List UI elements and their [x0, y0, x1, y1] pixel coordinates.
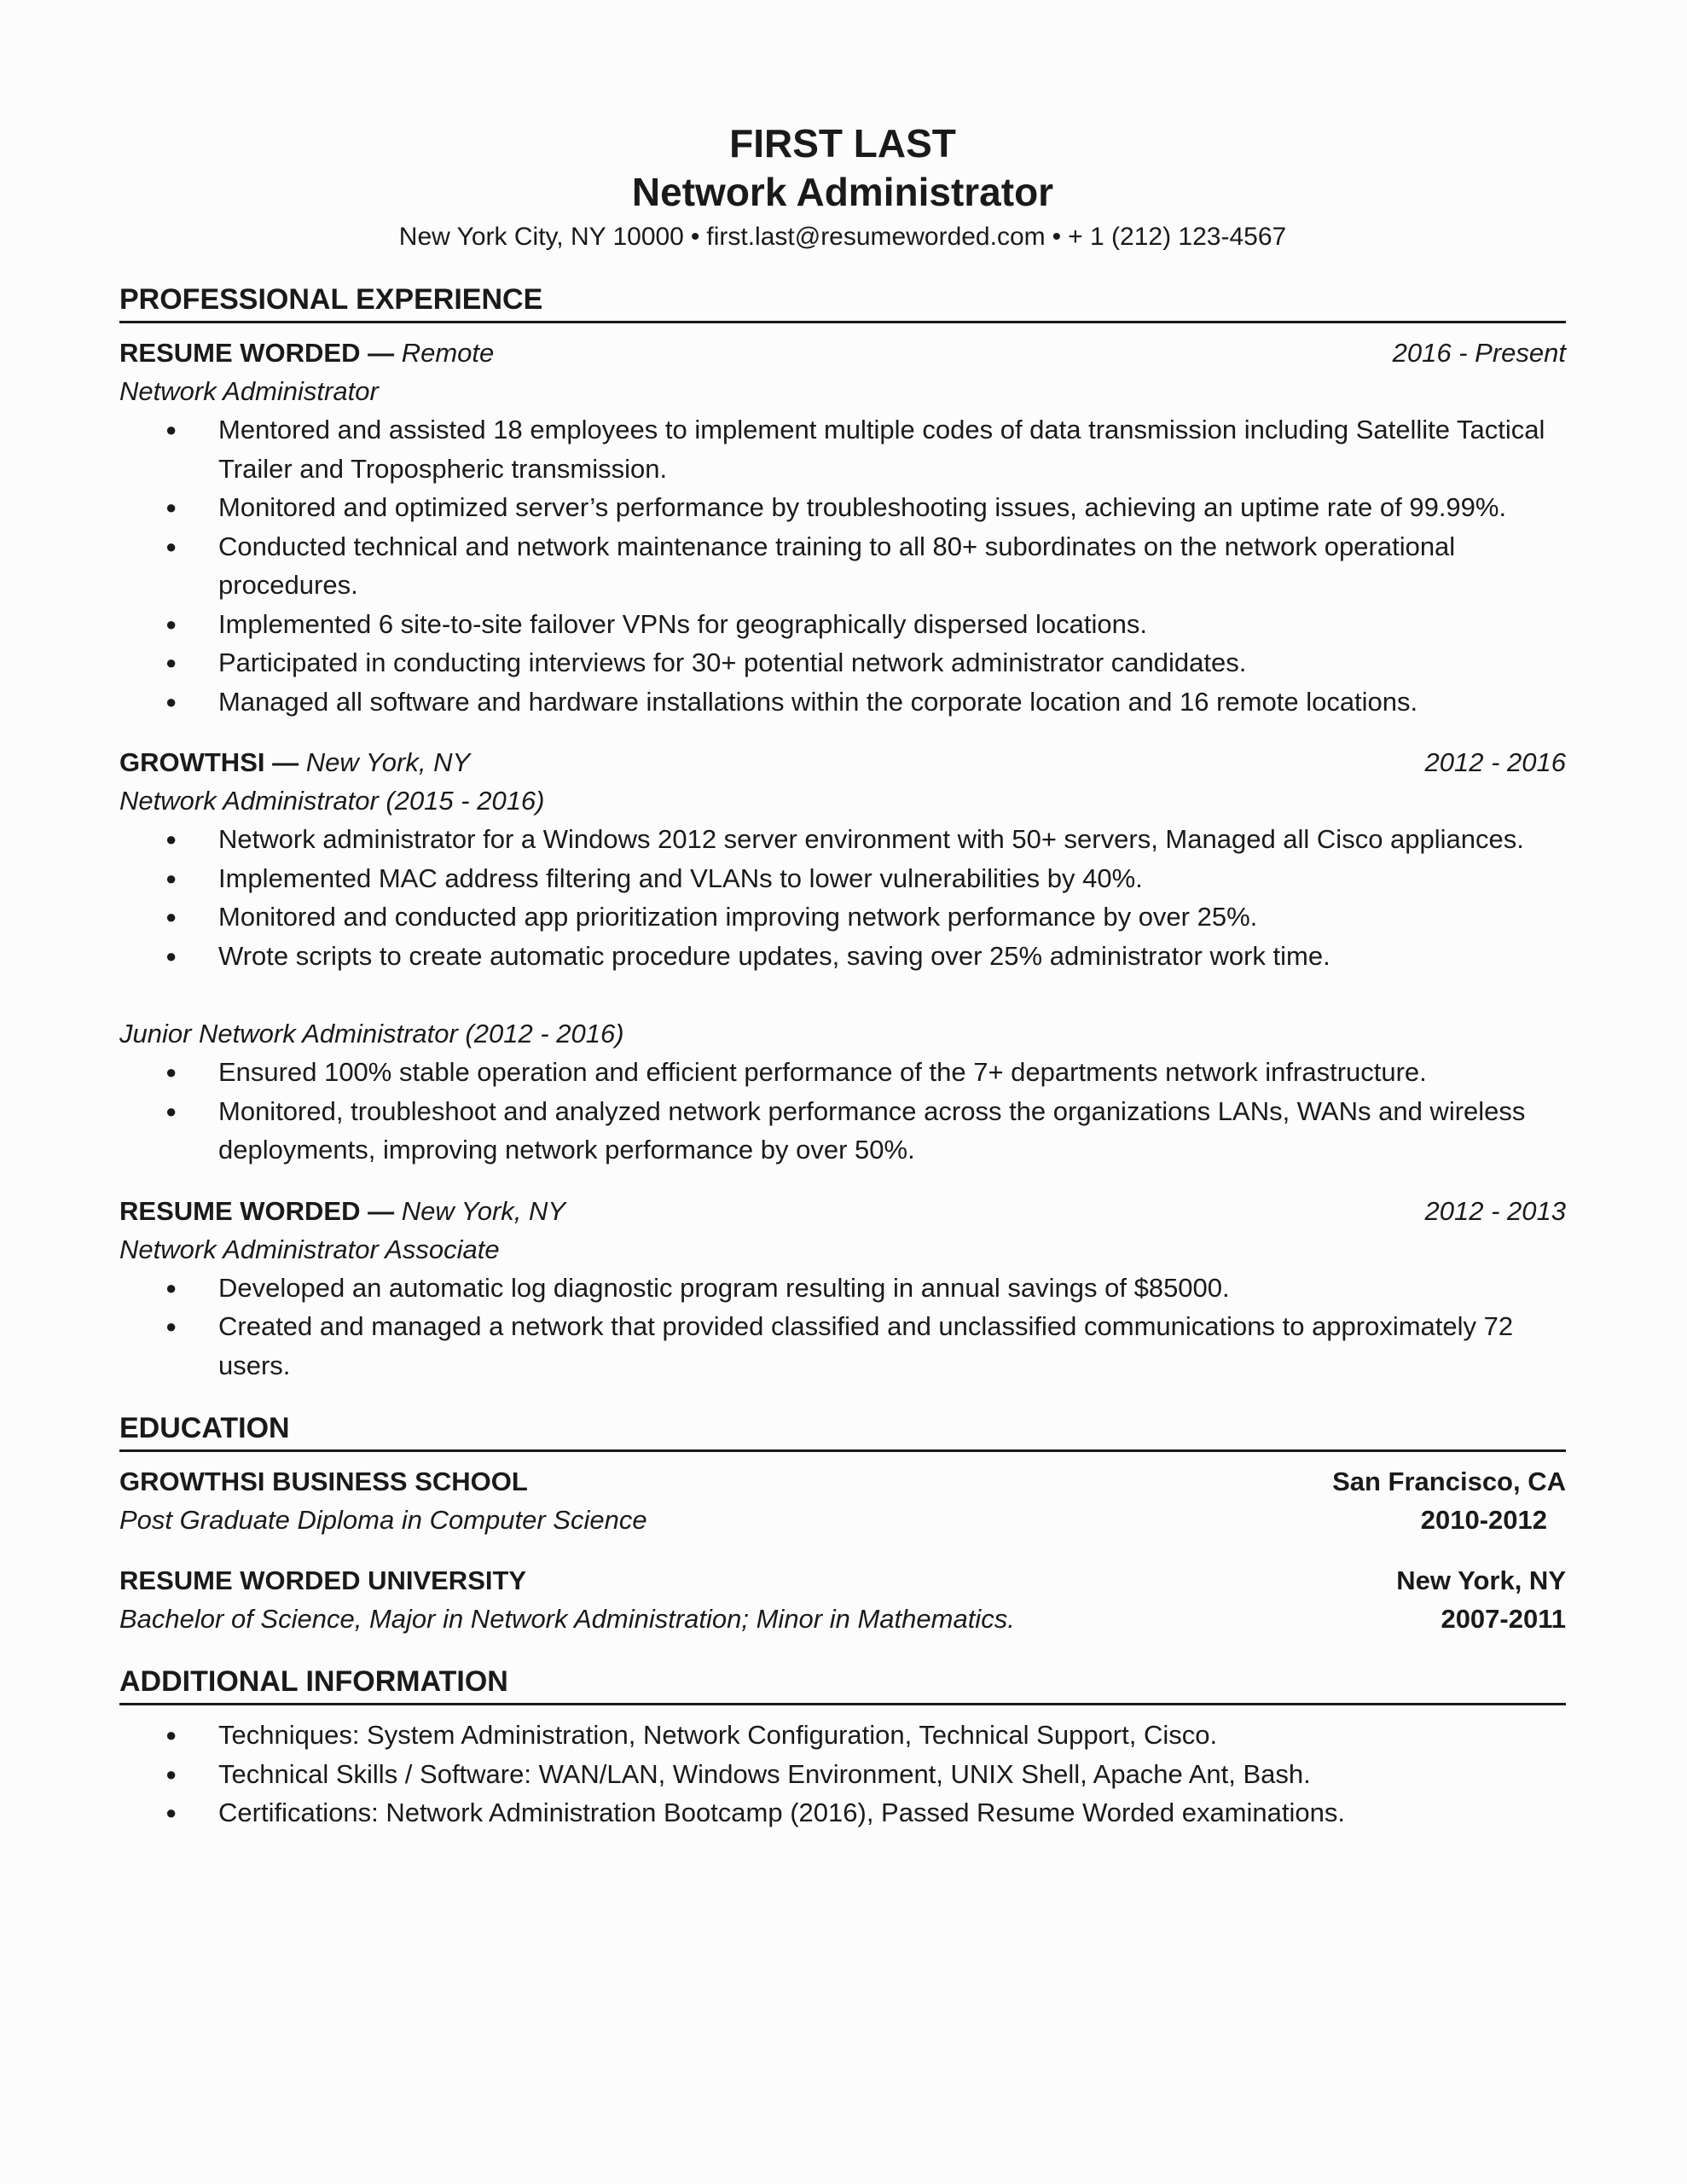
school-location: San Francisco, CA [1332, 1467, 1566, 1496]
education-entry [119, 1561, 1566, 1638]
job-header [119, 1192, 1566, 1230]
company-name: RESUME WORDED [119, 1195, 361, 1226]
company-name: RESUME WORDED [119, 338, 361, 368]
bullet-item: ● Implemented 6 site-to-site failover VPNs for geographically dispersed locations. [119, 605, 1566, 644]
bullet-item: ● Participated in conducting interviews for 30+ potential network administrator candidates. [119, 643, 1566, 682]
contact-line [119, 218, 1566, 256]
job-header [119, 743, 1566, 781]
company-location: New York, NY [305, 747, 471, 777]
role-title: Network Administrator Associate [119, 1234, 500, 1264]
section-heading: EDUCATION [119, 1409, 1566, 1452]
bullet-item: ● Conducted technical and network maintenance training to all 80+ subordinates on the network operational procedures. [119, 527, 1566, 605]
education-detail [119, 1501, 1566, 1539]
bullet-item: ● Mentored and assisted 18 employees to implement multiple codes of data transmission including Satellite Tactical Trailer and Tropospheric transmission. [119, 410, 1566, 488]
resume-page [119, 119, 1566, 1833]
bullet-list [119, 410, 1566, 721]
education-dates: 2007-2011 [1441, 1604, 1566, 1634]
school-name: GROWTHSI BUSINESS SCHOOL [119, 1467, 528, 1496]
contact-location: New York City, NY 10000 [398, 223, 684, 251]
resume-header [119, 119, 1566, 256]
candidate-name: FIRST LAST [729, 121, 956, 166]
dash: — [368, 338, 395, 368]
company-name: GROWTHSI [119, 747, 265, 777]
section-heading: ADDITIONAL INFORMATION [119, 1662, 1566, 1705]
role-title: Network Administrator (2015 - 2016) [119, 786, 545, 816]
bullet-item: ● Monitored and conducted app prioritization improving network performance by over 25%. [119, 897, 1566, 937]
job-dates: 2012 - 2016 [1424, 747, 1566, 777]
bullet-item: ● Network administrator for a Windows 2012 server environment with 50+ servers, Managed all Cisco appliances. [119, 820, 1566, 859]
job-entry [119, 1192, 1566, 1385]
job-title: Network Administrator [631, 170, 1054, 214]
company-location: Remote [401, 338, 495, 368]
job-entry [119, 743, 1566, 1170]
bullet-item: ● Created and managed a network that provided classified and unclassified communications to approximately 72 users. [119, 1307, 1566, 1385]
education-header [119, 1561, 1566, 1600]
experience-section [119, 280, 1566, 1385]
education-dates: 2010-2012 [1420, 1505, 1547, 1535]
school-location: New York, NY [1396, 1565, 1566, 1595]
bullet-item: ● Managed all software and hardware installations within the corporate location and 16 remote locations. [119, 682, 1566, 722]
education-section [119, 1409, 1566, 1638]
contact-phone[interactable]: + 1 (212) 123-4567 [1068, 223, 1287, 251]
bullet-list [119, 1269, 1566, 1385]
additional-section [119, 1662, 1566, 1833]
job-dates: 2012 - 2013 [1424, 1195, 1566, 1226]
education-entry [119, 1462, 1566, 1539]
education-detail [119, 1600, 1566, 1638]
bullet-item: ● Technical Skills / Software: WAN/LAN, Windows Environment, UNIX Shell, Apache Ant, Bash. [119, 1755, 1566, 1794]
dash: — [272, 747, 299, 777]
bullet-list [119, 820, 1566, 975]
bullet-item: ● Certifications: Network Administration Bootcamp (2016), Passed Resume Worded examinations. [119, 1793, 1566, 1833]
dash: — [368, 1195, 395, 1226]
bullet-list [119, 1053, 1566, 1170]
job-entry [119, 334, 1566, 721]
bullet-item: ● Developed an automatic log diagnostic program resulting in annual savings of $85000. [119, 1269, 1566, 1308]
section-heading: PROFESSIONAL EXPERIENCE [119, 280, 1566, 323]
job-header [119, 334, 1566, 372]
school-name: RESUME WORDED UNIVERSITY [119, 1565, 527, 1595]
contact-email[interactable]: first.last@resumeworded.com [706, 223, 1046, 251]
job-dates: 2016 - Present [1392, 338, 1566, 368]
bullet-item: ● Wrote scripts to create automatic procedure updates, saving over 25% administrator work time. [119, 937, 1566, 976]
role-title: Network Administrator [119, 376, 379, 406]
bullet-list [119, 1716, 1566, 1833]
role-title: Junior Network Administrator (2012 - 2016) [119, 1019, 624, 1048]
bullet-item: ● Ensured 100% stable operation and efficient performance of the 7+ departments network infrastructure. [119, 1053, 1566, 1092]
bullet-item: ● Implemented MAC address filtering and VLANs to lower vulnerabilities by 40%. [119, 859, 1566, 898]
bullet-item: ● Monitored, troubleshoot and analyzed network performance across the organizations LANs, WANs and wireless deployments, improving network performance by over 50%. [119, 1092, 1566, 1170]
education-header [119, 1462, 1566, 1501]
contact-separator: • [690, 223, 700, 251]
contact-separator: • [1052, 223, 1062, 251]
company-location: New York, NY [401, 1195, 566, 1226]
degree: Post Graduate Diploma in Computer Science [119, 1505, 647, 1535]
degree: Bachelor of Science, Major in Network Administration; Minor in Mathematics. [119, 1604, 1015, 1634]
bullet-item: ● Techniques: System Administration, Network Configuration, Technical Support, Cisco. [119, 1716, 1566, 1755]
bullet-item: ● Monitored and optimized server’s performance by troubleshooting issues, achieving an uptime rate of 99.99%. [119, 488, 1566, 527]
